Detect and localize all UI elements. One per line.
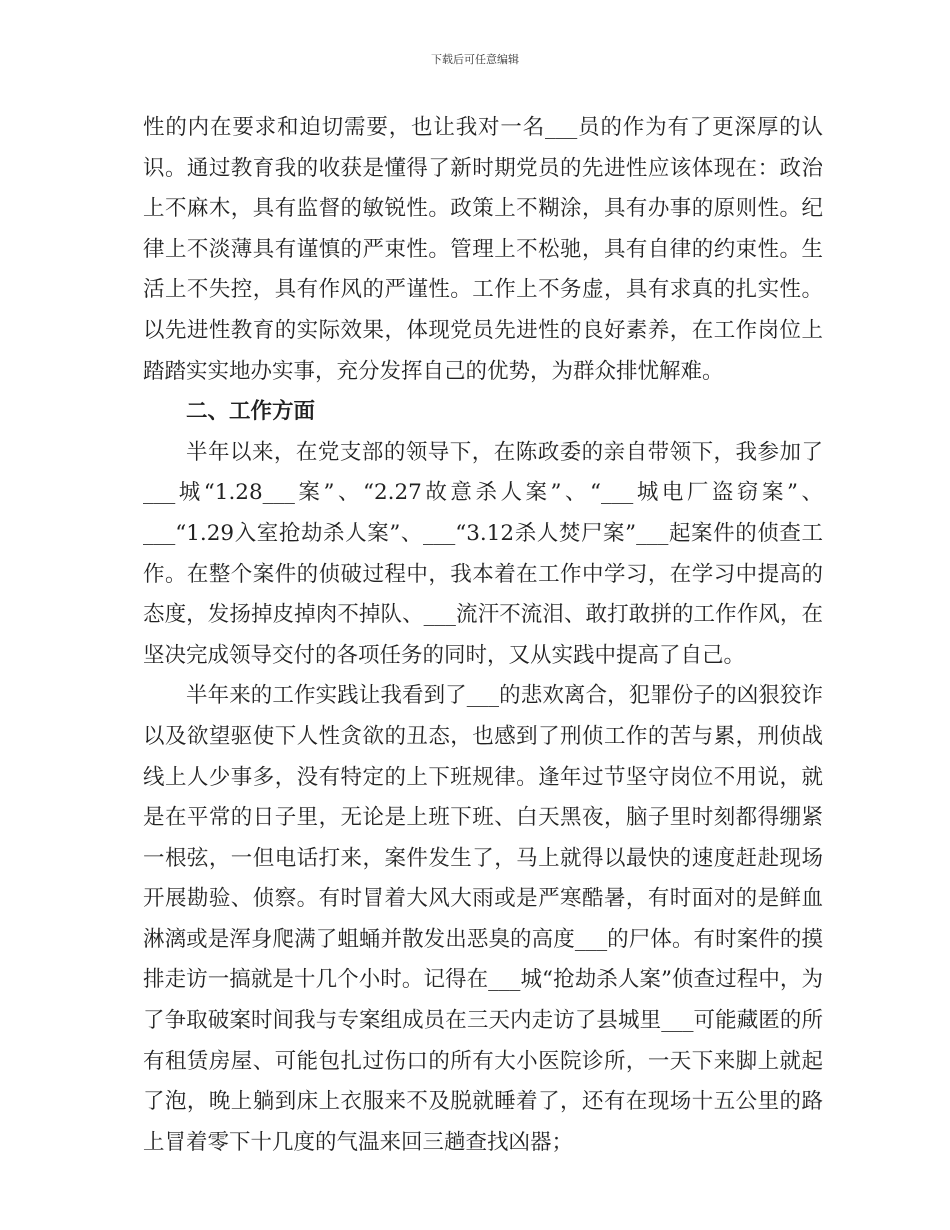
paragraph-continuation: 性的内在要求和迫切需要，也让我对一名___员的作为有了更深厚的认识。通过教育我的收获是懂得了新时期党员的先进性应该体现在：政治上不麻木，具有监督的敏锐性。政策上不糊涂，具有办事的原则性。纪律上不淡薄具有谨慎的严束性。管理上不松驰，具有自律的约束性。生活上不失控，具有作风的严谨性。工作上不务虚，具有求真的扎实性。以先进性教育的实际效果，体现党员先进性的良好素养，在工作岗位上踏踏实实地办实事，充分发挥自己的优势，为群众排忧解难。 (143, 115, 823, 384)
section-heading-work: 二、工作方面 (186, 399, 316, 425)
page-header-note: 下载后可任意编辑 (431, 53, 519, 66)
paragraph-work-overview: 半年以来，在党支部的领导下，在陈政委的亲自带领下，我参加了___城“1.28___案”、“2.27故意杀人案”、“___城电厂盗窃案”、___“1.29入室抢劫杀人案”、___“3.12杀人焚尸案”___起案件的侦查工作。在整个案件的侦破过程中，我本着在工作中学习，在学习中提高的态度，发扬掉皮掉肉不掉队、___流汗不流泪、敢打敢拼的工作作风，在坚决完成领导交付的各项任务的同时，又从实践中提高了自己。 (143, 439, 823, 668)
document-body (143, 108, 823, 1163)
paragraph-work-experience: 半年来的工作实践让我看到了___的悲欢离合，犯罪份子的凶狠狡诈以及欲望驱使下人性贪欲的丑态，也感到了刑侦工作的苦与累，刑侦战线上人少事多，没有特定的上下班规律。逢年过节坚守岗位不用说，就是在平常的日子里，无论是上班下班、白天黑夜，脑子里时刻都得绷紧一根弦，一但电话打来，案件发生了，马上就得以最快的速度赶赴现场开展勘验、侦察。有时冒着大风大雨或是严寒酷暑，有时面对的是鲜血淋漓或是浑身爬满了蛆蛹并散发出恶臭的高度___的尸体。有时案件的摸排走访一搞就是十几个小时。记得在___城“抢劫杀人案”侦查过程中，为了争取破案时间我与专案组成员在三天内走访了县城里___可能藏匿的所有租赁房屋、可能包扎过伤口的所有大小医院诊所，一天下来脚上就起了泡，晚上躺到床上衣服来不及脱就睡着了，还有在现场十五公里的路上冒着零下十几度的气温来回三趟查找凶器； (143, 683, 823, 1155)
